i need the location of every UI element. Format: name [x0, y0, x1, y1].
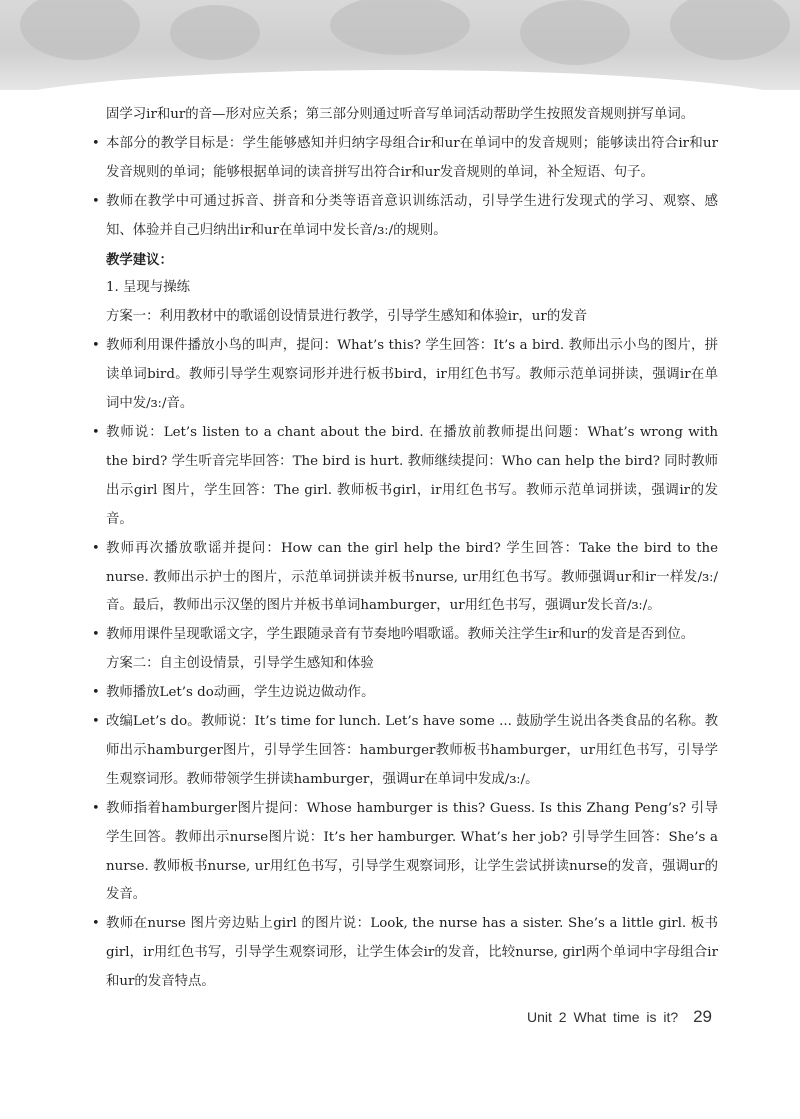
bullet-icon: •: [92, 685, 100, 701]
bullet-paragraph: [92, 795, 718, 911]
bullet-paragraph: [92, 419, 718, 535]
paragraph-text: 教师在nurse 图片旁边贴上girl 的图片说：Look, the nurse has a sister. She’s a little girl. 板书girl，ir用红色书写，引导学生观察词形，让学生体会ir的发音，比较nurse, girl两个单词中字母组合ir和ur的发音特点。: [106, 916, 718, 990]
bullet-paragraph: [92, 188, 718, 246]
paragraph-text: 教师播放Let’s do动画，学生边说边做动作。: [106, 685, 375, 701]
text-paragraph: [106, 650, 718, 679]
paragraph-text: 1. 呈现与操练: [106, 280, 190, 296]
paragraph-text: 教学建议：: [106, 251, 173, 268]
bullet-icon: •: [92, 916, 100, 932]
paragraph-text: 教师在教学中可通过拆音、拼音和分类等语音意识训练活动，引导学生进行发现式的学习、观察、感知、体验并自己归纳出ir和ur在单词中发长音/ɜː/的规则。: [106, 193, 718, 238]
text-paragraph: [106, 274, 718, 303]
section-heading: [106, 246, 718, 275]
paragraph-text: 教师说：Let’s listen to a chant about the bird. 在播放前教师提出问题：What’s wrong with the bird? 学生听音完毕回答：The bird is hurt. 教师继续提问：Who can help the bird? 同时教师出示girl 图片，学生回答：The girl. 教师板书girl，ir用红色书写。教师示范单词拼读，强调ir的发音。: [106, 424, 718, 527]
bullet-paragraph: [92, 130, 718, 188]
bullet-paragraph: [92, 332, 718, 419]
bullet-icon: •: [92, 424, 100, 440]
text-paragraph: [106, 101, 718, 130]
paragraph-text: 方案一：利用教材中的歌谣创设情景进行教学，引导学生感知和体验ir，ur的发音: [106, 309, 587, 325]
paragraph-text: 教师利用课件播放小鸟的叫声，提问：What’s this? 学生回答：It’s a bird. 教师出示小鸟的图片，拼读单词bird。教师引导学生观察词形并进行板书bird，ir用红色书写。教师示范单词拼读，强调ir在单词中发/ɜː/音。: [106, 338, 718, 412]
bullet-icon: •: [92, 540, 100, 556]
bullet-icon: •: [92, 135, 100, 151]
footer-unit: Unit 2: [527, 1009, 567, 1025]
bullet-paragraph: [92, 621, 718, 650]
paragraph-text: 教师再次播放歌谣并提问：How can the girl help the bird? 学生回答：Take the bird to the nurse. 教师出示护士的图片，示范单词拼读并板书nurse, ur用红色书写。教师强调ur和ir一样发/ɜː/音。最后，教师出示汉堡的图片并板书单词hamburger，ur用红色书写，强调ur发长音/ɜː/。: [106, 540, 718, 614]
page-body: [92, 101, 718, 997]
paragraph-text: 本部分的教学目标是：学生能够感知并归纳字母组合ir和ur在单词中的发音规则；能够读出符合ir和ur发音规则的单词；能够根据单词的读音拼写出符合ir和ur发音规则的单词，补全短语、句子。: [106, 135, 718, 180]
bullet-icon: •: [92, 338, 100, 354]
bullet-icon: •: [92, 193, 100, 209]
bullet-icon: •: [92, 714, 100, 730]
bullet-icon: •: [92, 800, 100, 816]
footer-title: What time is it?: [573, 1009, 679, 1025]
bullet-paragraph: [92, 535, 718, 622]
paragraph-text: 改编Let’s do。教师说：It’s time for lunch. Let’s have some ... 鼓励学生说出各类食品的名称。教师出示hamburger图片，引导学生回答：hamburger教师板书hamburger，ur用红色书写，引导学生观察词形。教师带领学生拼读hamburger，强调ur在单词中发成/ɜː/。: [106, 714, 718, 787]
header-banner: [0, 0, 800, 90]
bullet-paragraph: [92, 910, 718, 997]
bullet-icon: •: [92, 627, 100, 643]
bullet-paragraph: [92, 679, 718, 708]
paragraph-text: 方案二：自主创设情景，引导学生感知和体验: [106, 656, 374, 672]
bullet-paragraph: [92, 708, 718, 795]
page-footer: [527, 1007, 712, 1027]
paragraph-text: 固学习ir和ur的音—形对应关系；第三部分则通过听音写单词活动帮助学生按照发音规则拼写单词。: [106, 107, 695, 122]
text-paragraph: [106, 303, 718, 332]
paragraph-text: 教师指着hamburger图片提问：Whose hamburger is this? Guess. Is this Zhang Peng’s? 引导学生回答。教师出示nurse图片说：It’s her hamburger. What’s her job? 引导学生回答：She’s a nurse. 教师板书nurse, ur用红色书写，引导学生观察词形，让学生尝试拼读nurse的发音，强调ur的发音。: [106, 800, 718, 903]
page-number: 29: [693, 1007, 712, 1026]
paragraph-text: 教师用课件呈现歌谣文字，学生跟随录音有节奏地吟唱歌谣。教师关注学生ir和ur的发音是否到位。: [106, 627, 695, 643]
